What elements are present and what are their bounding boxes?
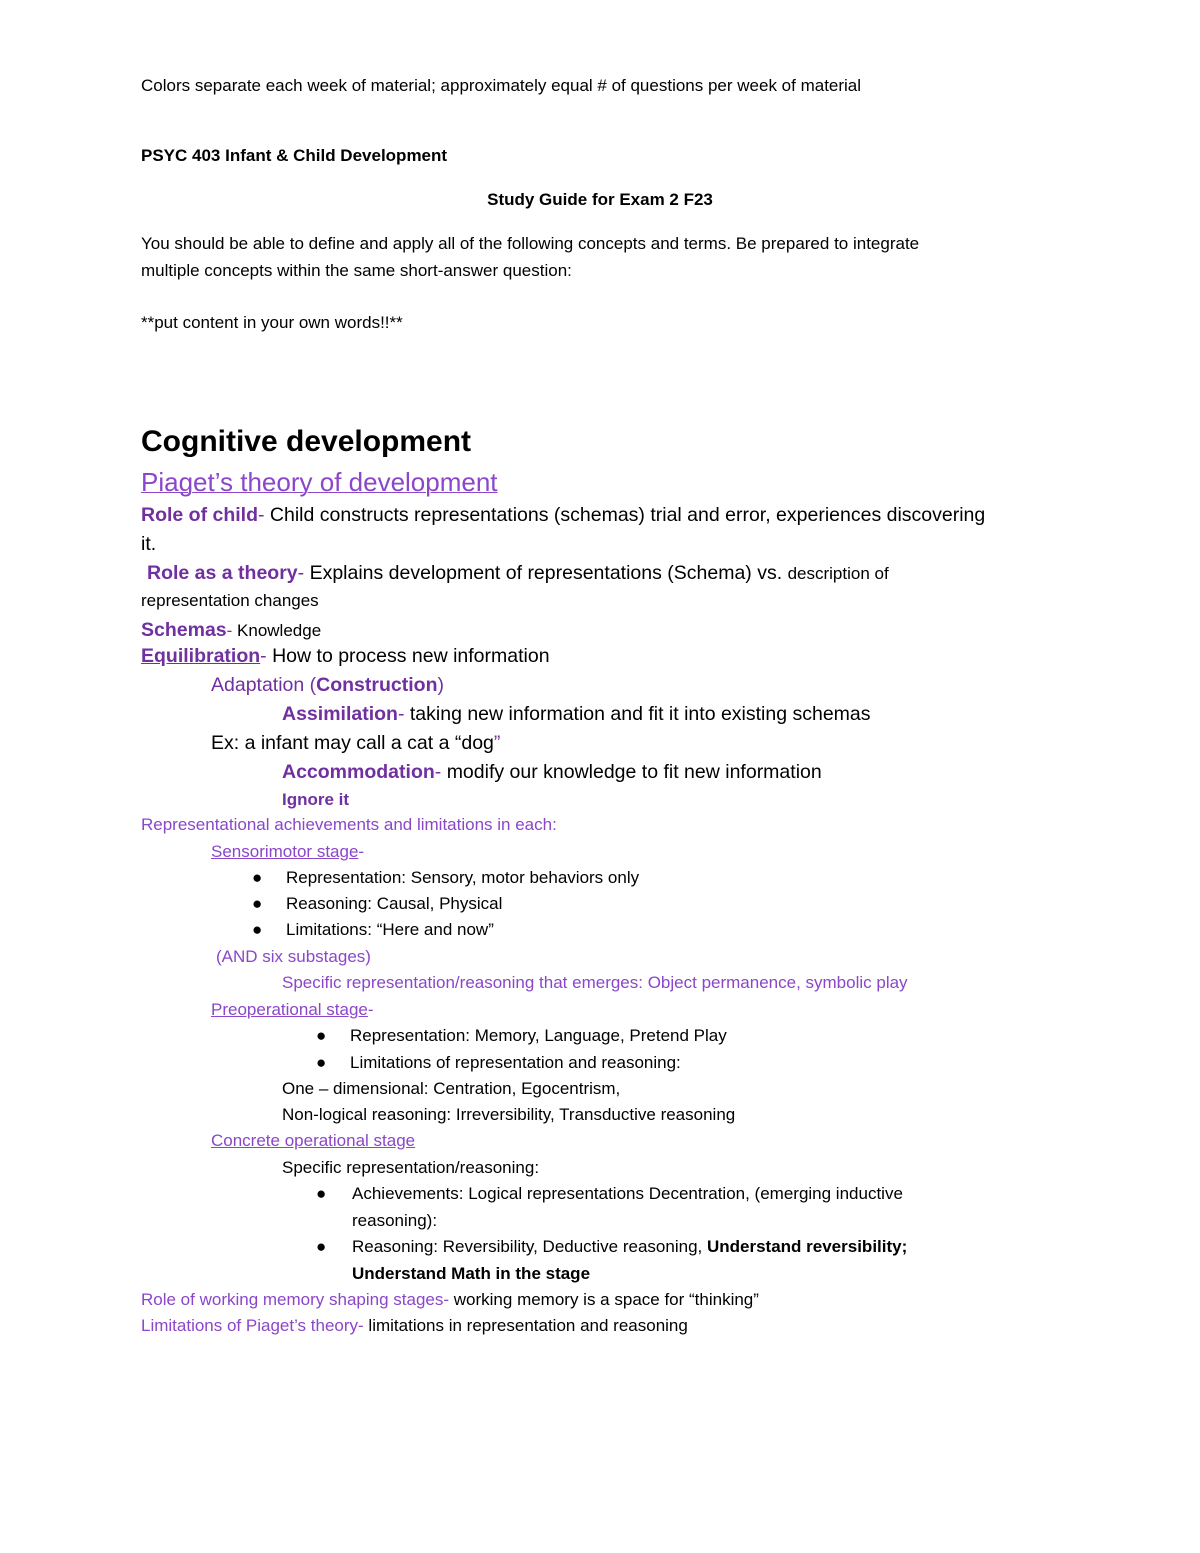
role-of-child-line xyxy=(141,502,985,528)
accommodation-sep: - xyxy=(434,761,447,783)
course-title: PSYC 403 Infant & Child Development xyxy=(141,146,448,165)
working-memory-line xyxy=(141,1289,759,1311)
role-as-theory-line xyxy=(147,560,889,587)
bullet-icon: ● xyxy=(316,1237,327,1256)
assimilation-term: Assimilation xyxy=(282,703,398,725)
schemas-sep: - xyxy=(226,621,238,640)
instructions-line-1: You should be able to define and apply all of the following concepts and terms. Be prepared to integrate xyxy=(141,234,920,253)
role-of-child-text: Child constructs representations (schemas) trial and error, experiences discovering xyxy=(269,504,986,526)
preoperational-bullet-1: Representation: Memory, Language, Pretend Play xyxy=(350,1026,727,1045)
sensorimotor-specific: Specific representation/reasoning that emerges: Object permanence, symbolic play xyxy=(282,973,908,992)
working-memory-text: working memory is a space for “thinking” xyxy=(453,1290,759,1309)
schemas-text: Knowledge xyxy=(237,621,322,640)
instructions-line-2: multiple concepts within the same short-answer question: xyxy=(141,261,572,280)
accommodation-text: modify our knowledge to fit new information xyxy=(446,761,822,783)
example-line xyxy=(211,730,500,756)
bullet-icon: ● xyxy=(252,920,263,939)
preoperational-bullet-2: Limitations of representation and reasoning: xyxy=(350,1053,681,1072)
working-memory-sep: - xyxy=(443,1290,454,1309)
guide-title: Study Guide for Exam 2 F23 xyxy=(487,190,713,209)
accommodation-line xyxy=(282,759,822,785)
role-as-theory-sep: - xyxy=(297,562,310,584)
adaptation-line xyxy=(211,672,444,698)
reminder: **put content in your own words!!** xyxy=(141,313,403,332)
role-of-child-line-2: it. xyxy=(141,533,157,555)
bullet-icon: ● xyxy=(252,894,263,913)
sensorimotor-substages: (AND six substages) xyxy=(216,947,371,966)
section-heading: Cognitive development xyxy=(141,425,472,458)
schemas-term: Schemas xyxy=(141,619,227,641)
limitations-line xyxy=(141,1315,688,1337)
adaptation-term: Construction xyxy=(316,674,438,696)
preoperational-line-2: Non-logical reasoning: Irreversibility, Transductive reasoning xyxy=(282,1105,736,1124)
concrete-bullet-2-line-2: Understand Math in the stage xyxy=(352,1264,591,1283)
concrete-bullet-2-line-1 xyxy=(352,1236,907,1258)
example-text: Ex: a infant may call a cat a “dog xyxy=(211,732,494,754)
bullet-icon: ● xyxy=(316,1026,327,1045)
ignore-it: Ignore it xyxy=(282,790,350,809)
section-subheading: Piaget’s theory of development xyxy=(141,467,498,497)
adaptation-pre: Adaptation ( xyxy=(211,674,317,696)
schemas-line xyxy=(141,617,321,643)
adaptation-post: ) xyxy=(437,674,444,696)
limitations-sep: - xyxy=(358,1316,369,1335)
equilibration-term: Equilibration xyxy=(141,645,261,667)
role-of-child-term: Role of child xyxy=(141,504,258,526)
bullet-icon: ● xyxy=(316,1184,327,1203)
role-as-theory-text: Explains development of representations (Schema) vs. xyxy=(309,562,788,584)
equilibration-line xyxy=(141,643,550,669)
accommodation-term: Accommodation xyxy=(282,761,435,783)
sensorimotor-title-line xyxy=(211,841,364,863)
limitations-text: limitations in representation and reasoning xyxy=(368,1316,688,1335)
example-close-quote: ” xyxy=(493,732,501,754)
role-as-theory-text-small: description of xyxy=(787,564,889,583)
bullet-icon: ● xyxy=(316,1053,327,1072)
concrete-bullet-2-text: Reasoning: Reversibility, Deductive reasoning, xyxy=(352,1237,707,1256)
assimilation-line xyxy=(282,701,871,727)
representational-heading: Representational achievements and limitations in each: xyxy=(141,815,557,834)
concrete-bullet-2-bold: Understand reversibility; xyxy=(706,1237,908,1256)
working-memory-term: Role of working memory shaping stages xyxy=(141,1290,444,1309)
preoperational-sep: - xyxy=(367,1000,374,1019)
concrete-title: Concrete operational stage xyxy=(211,1131,416,1150)
role-as-theory-term: Role as a theory xyxy=(147,562,298,584)
assimilation-text: taking new information and fit it into existing schemas xyxy=(409,703,871,725)
sensorimotor-sep: - xyxy=(358,842,365,861)
sensorimotor-bullet-1: Representation: Sensory, motor behaviors only xyxy=(286,868,640,887)
assimilation-sep: - xyxy=(397,703,410,725)
preoperational-title-line xyxy=(211,999,374,1021)
bullet-icon: ● xyxy=(252,868,263,887)
role-as-theory-line-2: representation changes xyxy=(141,591,319,610)
equilibration-sep: - xyxy=(260,645,273,667)
preoperational-line-1: One – dimensional: Centration, Egocentrism, xyxy=(282,1079,621,1098)
concrete-specific: Specific representation/reasoning: xyxy=(282,1158,540,1177)
equilibration-text: How to process new information xyxy=(272,645,550,667)
sensorimotor-bullet-2: Reasoning: Causal, Physical xyxy=(286,894,503,913)
concrete-bullet-1-line-2: reasoning): xyxy=(352,1211,438,1230)
role-of-child-sep: - xyxy=(258,504,270,526)
sensorimotor-bullet-3: Limitations: “Here and now” xyxy=(286,920,494,939)
limitations-term: Limitations of Piaget’s theory xyxy=(141,1316,359,1335)
preoperational-title: Preoperational stage xyxy=(211,1000,368,1019)
sensorimotor-title: Sensorimotor stage xyxy=(211,842,359,861)
concrete-bullet-1-line-1: Achievements: Logical representations Decentration, (emerging inductive xyxy=(352,1184,903,1203)
header-note: Colors separate each week of material; approximately equal # of questions per week of material xyxy=(141,76,862,95)
